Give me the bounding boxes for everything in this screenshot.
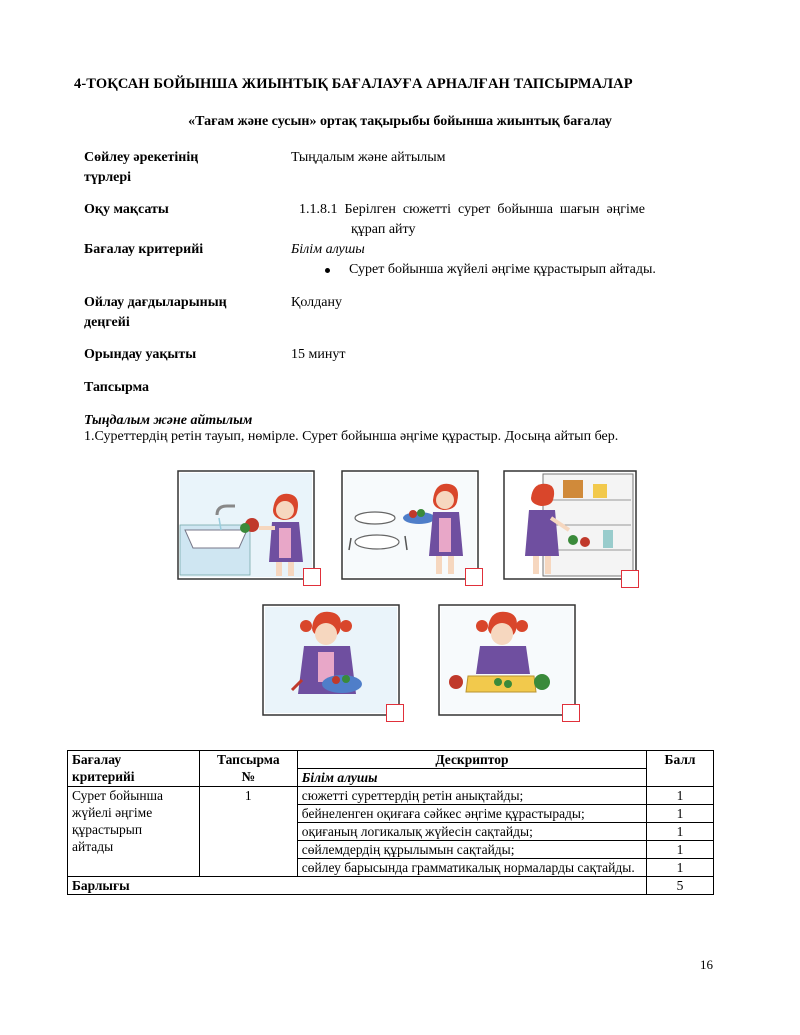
refrigerator-picture — [503, 470, 645, 588]
descriptor-cell: бейнеленген оқиғаға сәйкес әңгіме құрастырады; — [297, 805, 646, 823]
header-task — [199, 751, 297, 787]
task-subheading: Тыңдалым және айтылым — [84, 413, 253, 428]
objective-label: Оқу мақсаты — [84, 202, 169, 217]
objective-line1: 1.1.8.1 Берілген сюжетті сурет бойынша шағын әңгіме — [299, 202, 645, 217]
criteria-value — [291, 240, 701, 280]
descriptor-cell: сөйлемдердің құрылымын сақтайды; — [297, 841, 646, 859]
time-value: 15 минут — [291, 347, 346, 362]
speech-value: Тыңдалым және айтылым — [291, 150, 446, 165]
cutting-vegetables-picture — [438, 604, 584, 722]
criteria-cell-line4: айтады — [72, 839, 114, 854]
header-criteria-line1: Бағалау — [72, 752, 122, 767]
assessment-table — [67, 750, 714, 895]
time-label: Орындау уақыты — [84, 347, 197, 362]
ball-cell: 1 — [647, 787, 714, 805]
table-row — [68, 787, 714, 805]
task-heading: Тапсырма — [84, 380, 150, 395]
picture-1-checkbox[interactable] — [303, 568, 321, 586]
picture-2-checkbox[interactable] — [465, 568, 483, 586]
thinking-label-line1: Ойлау дағдыларының — [84, 295, 227, 310]
mixing-salad-picture — [262, 604, 408, 722]
ball-cell: 1 — [647, 823, 714, 841]
task-number-cell: 1 — [199, 787, 297, 877]
ball-cell: 1 — [647, 805, 714, 823]
speech-label — [84, 148, 274, 188]
washing-vegetables-picture — [177, 470, 323, 588]
criteria-bullet-text: Сурет бойынша жүйелі әңгіме құрастырып айтады. — [349, 262, 656, 277]
total-value: 5 — [647, 877, 714, 895]
header-task-line1: Тапсырма — [216, 752, 280, 767]
descriptor-cell: оқиғаның логикалық жүйесін сақтайды; — [297, 823, 646, 841]
header-ball: Балл — [647, 751, 714, 787]
total-label: Барлығы — [68, 877, 647, 895]
thinking-label — [84, 293, 274, 333]
picture-4-checkbox[interactable] — [386, 704, 404, 722]
criteria-cell-line2: жүйелі әңгіме — [72, 805, 153, 820]
picture-5-checkbox[interactable] — [562, 704, 580, 722]
objective-value — [299, 200, 697, 240]
thinking-label-line2: деңгейі — [84, 315, 130, 330]
descriptor-cell: сюжетті суреттердің ретін анықтайды; — [297, 787, 646, 805]
table-total-row — [68, 877, 714, 895]
header-criteria-line2: критерийі — [72, 769, 135, 784]
criteria-label: Бағалау критерийі — [84, 242, 204, 257]
document-subtitle: «Тағам және сусын» ортақ тақырыбы бойынша жиынтық бағалау — [188, 114, 612, 129]
picture-3-checkbox[interactable] — [621, 570, 639, 588]
document-title: 4-ТОҚСАН БОЙЫНША ЖИЫНТЫҚ БАҒАЛАУҒА АРНАЛҒАН ТАПСЫРМАЛАР — [74, 76, 633, 92]
criteria-cell-line3: құрастырып — [72, 822, 143, 837]
bowl-and-plates-picture — [341, 470, 487, 588]
speech-label-line1: Сөйлеу әрекетінің — [84, 150, 199, 165]
criteria-learner: Білім алушы — [291, 242, 365, 257]
ball-cell: 1 — [647, 859, 714, 877]
header-learner: Білім алушы — [297, 769, 646, 787]
thinking-value: Қолдану — [291, 295, 342, 310]
criteria-cell-line1: Сурет бойынша — [72, 788, 163, 803]
header-criteria — [68, 751, 200, 787]
criteria-cell — [68, 787, 200, 877]
page-number: 16 — [700, 957, 713, 972]
header-task-line2: № — [241, 769, 256, 784]
header-descriptor: Дескриптор — [297, 751, 646, 769]
task-instruction: 1.Суреттердің ретін тауып, нөмірле. Сурет бойынша әңгіме құрастыр. Досыңа айтып бер. — [84, 429, 619, 444]
speech-label-line2: түрлері — [84, 170, 132, 185]
ball-cell: 1 — [647, 841, 714, 859]
descriptor-cell: сөйлеу барысында грамматикалық нормаларды сақтайды. — [297, 859, 646, 877]
criteria-bullet-item — [291, 260, 701, 280]
objective-line2: құрап айту — [351, 222, 416, 237]
table-header-row — [68, 751, 714, 769]
